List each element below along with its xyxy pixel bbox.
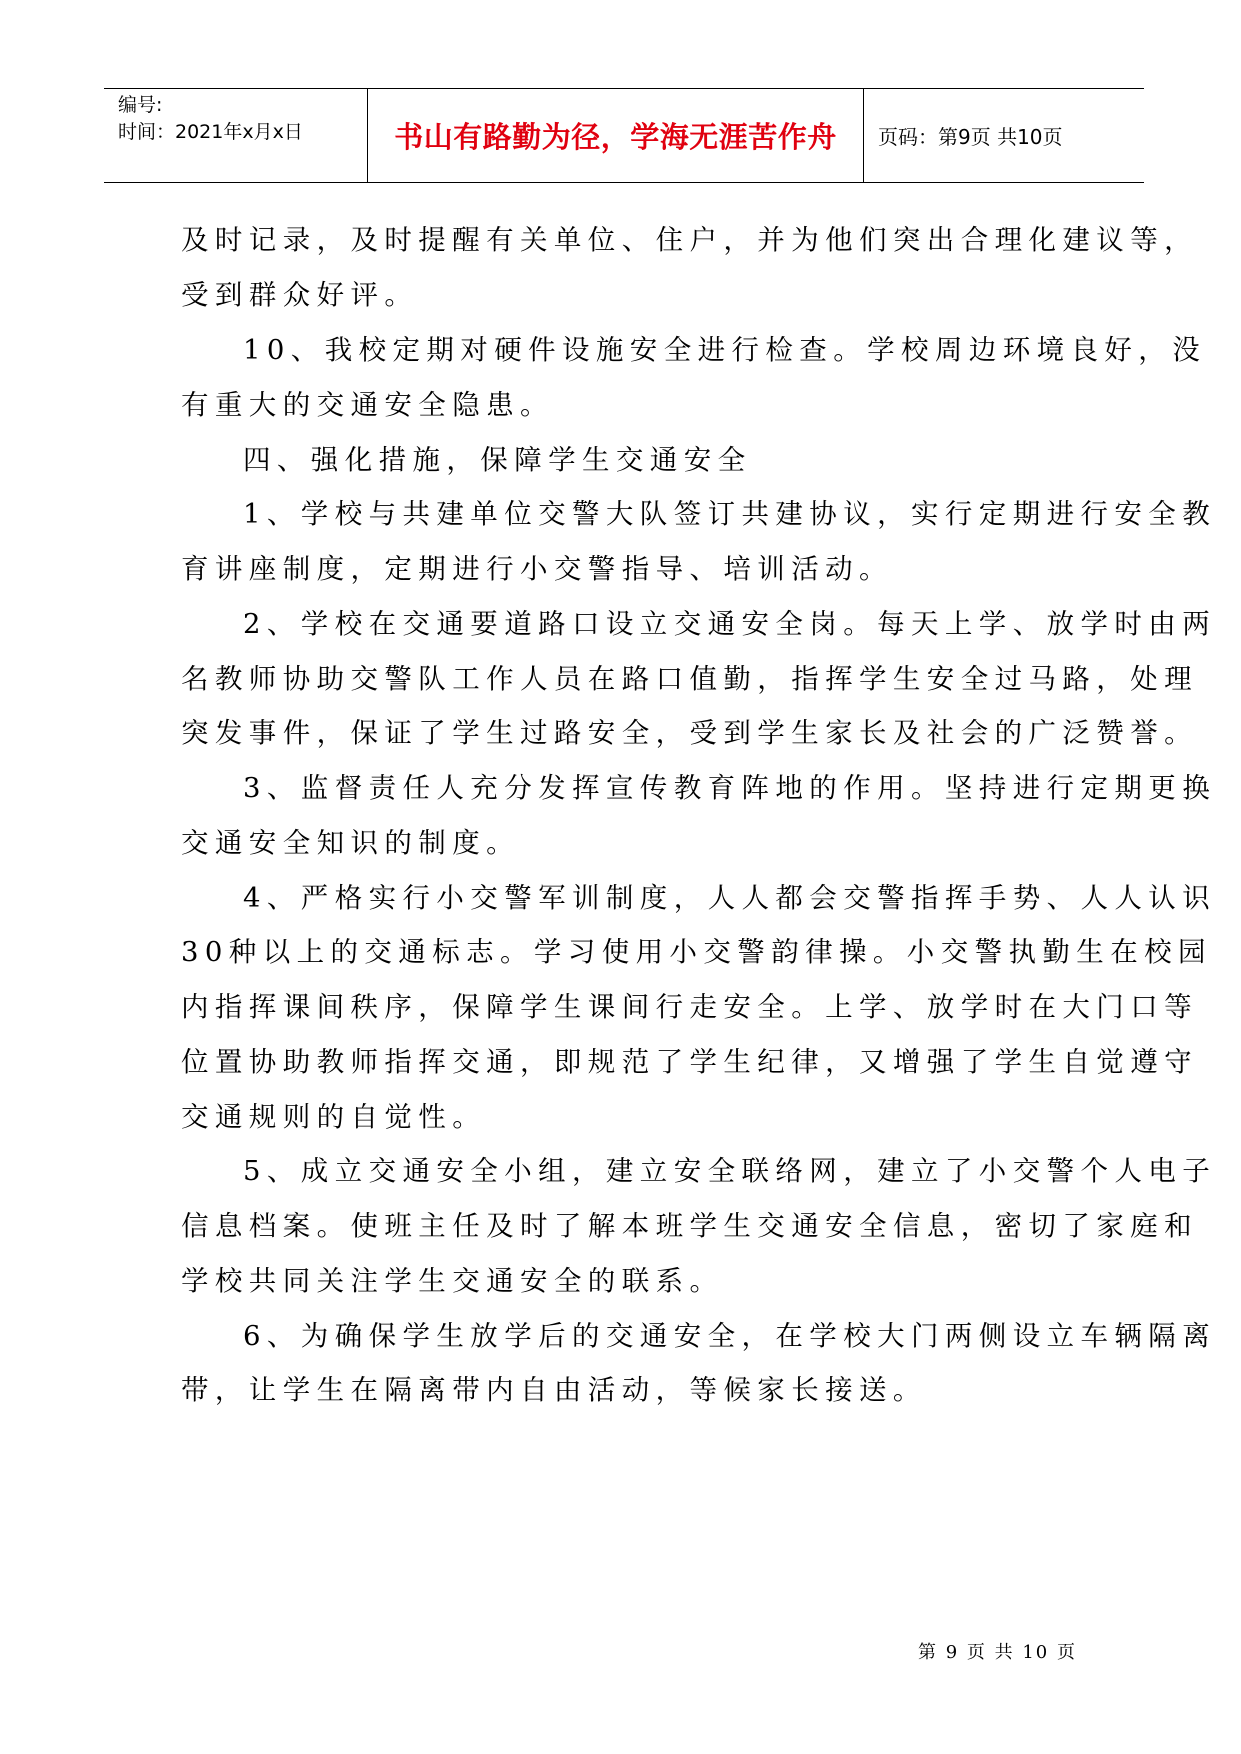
body-line: 4、严格实行小交警军训制度，人人都会交警指挥手势、人人认识 — [243, 882, 1217, 914]
body-line: 内指挥课间秩序，保障学生课间行走安全。上学、放学时在大门口等 — [181, 991, 1198, 1023]
header-motto: 书山有路勤为径，学海无涯苦作舟 — [394, 120, 837, 154]
header-page-code-cell — [864, 89, 1144, 182]
body-line: 2、学校在交通要道路口设立交通安全岗。每天上学、放学时由两 — [243, 608, 1217, 640]
document-time-label: 时间：2021年x月x日 — [118, 121, 303, 143]
document-number-label: 编号: — [118, 94, 163, 116]
body-line: 交通规则的自觉性。 — [181, 1101, 487, 1133]
body-line: 3、监督责任人充分发挥宣传教育阵地的作用。坚持进行定期更换 — [243, 772, 1217, 804]
section-heading: 四、强化措施，保障学生交通安全 — [243, 444, 752, 476]
body-line: 6、为确保学生放学后的交通安全，在学校大门两侧设立车辆隔离 — [243, 1320, 1217, 1352]
body-line: 名教师协助交警队工作人员在路口值勤，指挥学生安全过马路，处理 — [181, 663, 1198, 695]
body-line: 带，让学生在隔离带内自由活动，等候家长接送。 — [181, 1374, 927, 1406]
header-meta-cell — [104, 89, 368, 182]
body-line: 及时记录，及时提醒有关单位、住户，并为他们突出合理化建议等， — [181, 224, 1198, 256]
body-line: 信息档案。使班主任及时了解本班学生交通安全信息，密切了家庭和 — [181, 1210, 1198, 1242]
body-line: 交通安全知识的制度。 — [181, 827, 520, 859]
page-header — [104, 88, 1144, 183]
body-line: 育讲座制度，定期进行小交警指导、培训活动。 — [181, 553, 893, 585]
body-line: 位置协助教师指挥交通，即规范了学生纪律，又增强了学生自觉遵守 — [181, 1046, 1198, 1078]
body-line: 5、成立交通安全小组，建立安全联络网，建立了小交警个人电子 — [243, 1155, 1217, 1187]
body-line: 受到群众好评。 — [181, 279, 419, 311]
header-page-code: 页码：第9页 共10页 — [878, 125, 1063, 149]
body-line: 有重大的交通安全隐患。 — [181, 389, 554, 421]
body-line: 30种以上的交通标志。学习使用小交警韵律操。小交警执勤生在校园 — [181, 936, 1212, 968]
body-line: 突发事件，保证了学生过路安全，受到学生家长及社会的广泛赞誉。 — [181, 717, 1198, 749]
page-footer-number: 第 9 页 共 10 页 — [918, 1642, 1077, 1663]
body-line: 10、我校定期对硬件设施安全进行检查。学校周边环境良好，没 — [243, 334, 1207, 366]
header-motto-cell — [368, 89, 864, 182]
body-line: 学校共同关注学生交通安全的联系。 — [181, 1265, 724, 1297]
body-line: 1、学校与共建单位交警大队签订共建协议，实行定期进行安全教 — [243, 498, 1217, 530]
